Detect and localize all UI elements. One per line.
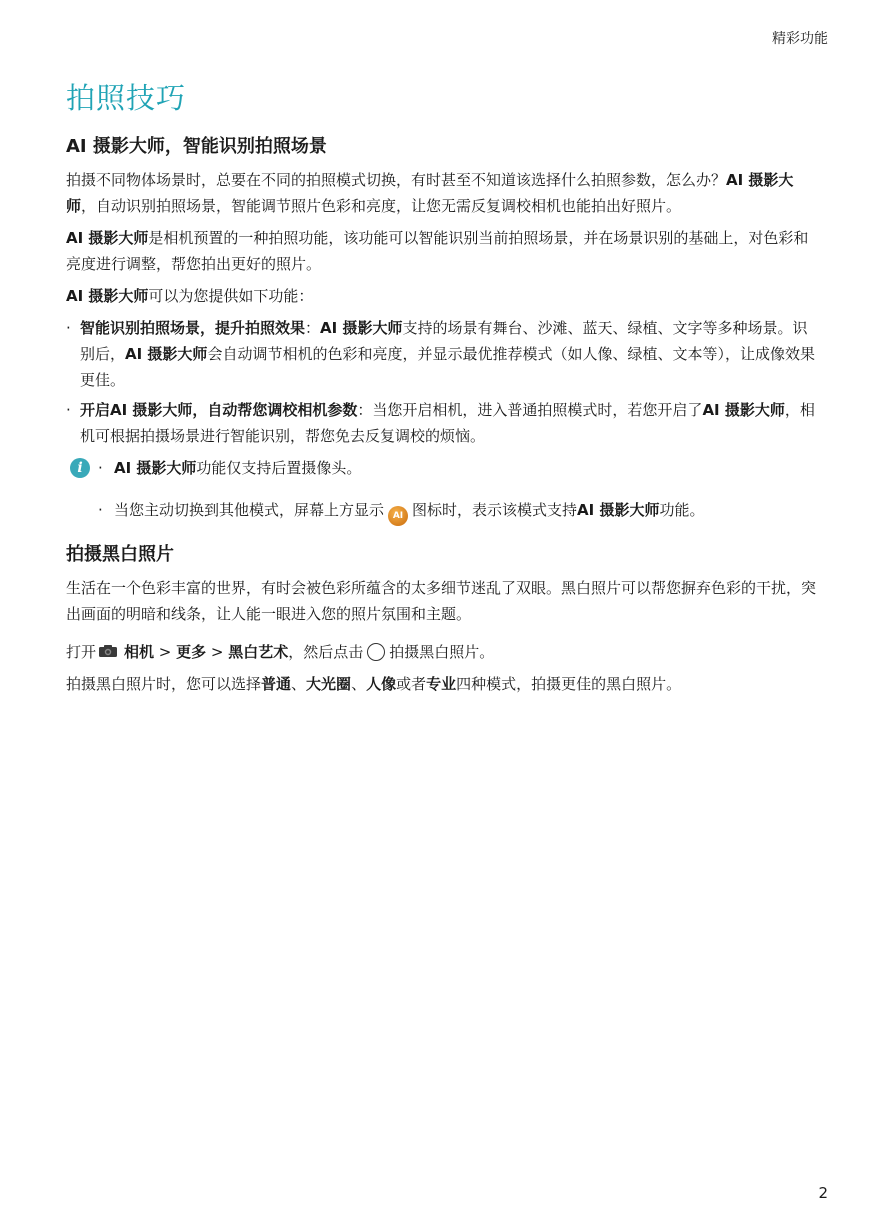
text-run: 当您主动切换到其他模式，屏幕上方显示 [114,501,385,519]
bold-term: 相机 [124,643,155,661]
text-run: > [206,643,229,661]
note-item [66,497,818,526]
camera-icon [98,644,118,658]
list-item [66,315,818,393]
main-content [66,134,818,703]
info-icon: i [70,458,90,478]
text-run: 功能。 [659,501,705,519]
bold-term: AI 摄影大师 [320,319,403,337]
paragraph-bw-intro: 生活在一个色彩丰富的世界，有时会被色彩所蕴含的太多细节迷乱了双眼。黑白照片可以帮您摒弃色彩的干扰，突出画面的明暗和线条，让人能一眼进入您的照片氛围和主题。 [66,579,817,623]
running-header: 精彩功能 [772,31,828,47]
text-run: 打开 [66,643,97,661]
bold-term: AI 摄影大师 [66,229,149,247]
paragraph-features-lead [66,283,818,309]
text-run: 四种模式，拍摄更佳的黑白照片。 [456,675,682,693]
paragraph-bw-modes [66,671,818,697]
text-run: 、 [351,675,367,693]
bullet-marker: · [98,459,103,477]
text-run: 拍摄黑白照片。 [389,643,495,661]
page-title: 拍照技巧 [66,81,187,115]
text-run: ，自动识别拍照场景，智能调节照片色彩和亮度，让您无需反复调校相机也能拍出好照片。 [81,197,682,215]
text-run: > [154,643,177,661]
bold-term: AI 摄影大师 [66,287,149,305]
bullet-marker: · [66,401,71,419]
feature-list [66,315,818,449]
bold-term: AI 摄影大师 [577,501,660,519]
section-title-bw: 拍摄黑白照片 [66,544,174,565]
text-run: 会自动调节相机的色彩和亮度，并显示最优推荐模式（如人像、绿植、文本等），让成像效果更佳。 [80,345,815,389]
text-run: 可以为您提供如下功能： [148,287,314,305]
text-run: ： [305,319,321,337]
text-run: 、 [291,675,307,693]
ai-master-icon: AI [388,506,408,526]
text-run: ，然后点击 [288,643,364,661]
text-run: 图标时，表示该模式支持 [412,501,578,519]
bullet-marker: · [98,501,103,519]
note-box [66,455,818,526]
bold-term: 大光圈 [306,675,352,693]
bold-term: AI 摄影大师 [114,459,197,477]
text-run: 是相机预置的一种拍照功能，该功能可以智能识别当前拍照场景，并在场景识别的基础上，对色彩和亮度进行调整，帮您拍出更好的照片。 [66,229,809,273]
text-run: 拍摄不同物体场景时，总要在不同的拍照模式切换，有时甚至不知道该选择什么拍照参数，怎么办？ [66,171,727,189]
bold-term: AI 摄影大师 [702,401,785,419]
bold-term: 专业 [426,675,457,693]
shutter-icon [367,643,385,661]
text-run: ：当您开启相机，进入普通拍照模式时，若您开启了 [357,401,703,419]
text-run: 支持的场景有舞台、沙滩、蓝天、绿植、文字等多种场景。识别后， [80,319,808,363]
bold-term: 更多 [176,643,207,661]
list-item [66,397,818,449]
text-run: 功能仅支持后置摄像头。 [196,459,362,477]
section-bw-photo [66,542,818,697]
page-number: 2 [818,1184,828,1202]
bold-term: AI 摄影大师 [66,171,794,215]
note-item [66,455,818,481]
section-title-ai-master: AI 摄影大师，智能识别拍照场景 [66,136,327,157]
text-run: 或者 [396,675,427,693]
bold-term: 人像 [366,675,397,693]
bold-term: 普通 [261,675,292,693]
bold-term: 智能识别拍照场景，提升拍照效果 [80,319,306,337]
paragraph-bw-steps [66,639,818,665]
paragraph-description [66,225,818,277]
bold-term: AI 摄影大师 [125,345,208,363]
text-run: 拍摄黑白照片时，您可以选择 [66,675,262,693]
text-run: ，相机可根据拍摄场景进行智能识别，帮您免去反复调校的烦恼。 [80,401,815,445]
bullet-marker: · [66,319,71,337]
bold-term: 开启AI 摄影大师，自动帮您调校相机参数 [80,401,358,419]
paragraph-intro [66,167,818,219]
bold-term: 黑白艺术 [228,643,289,661]
